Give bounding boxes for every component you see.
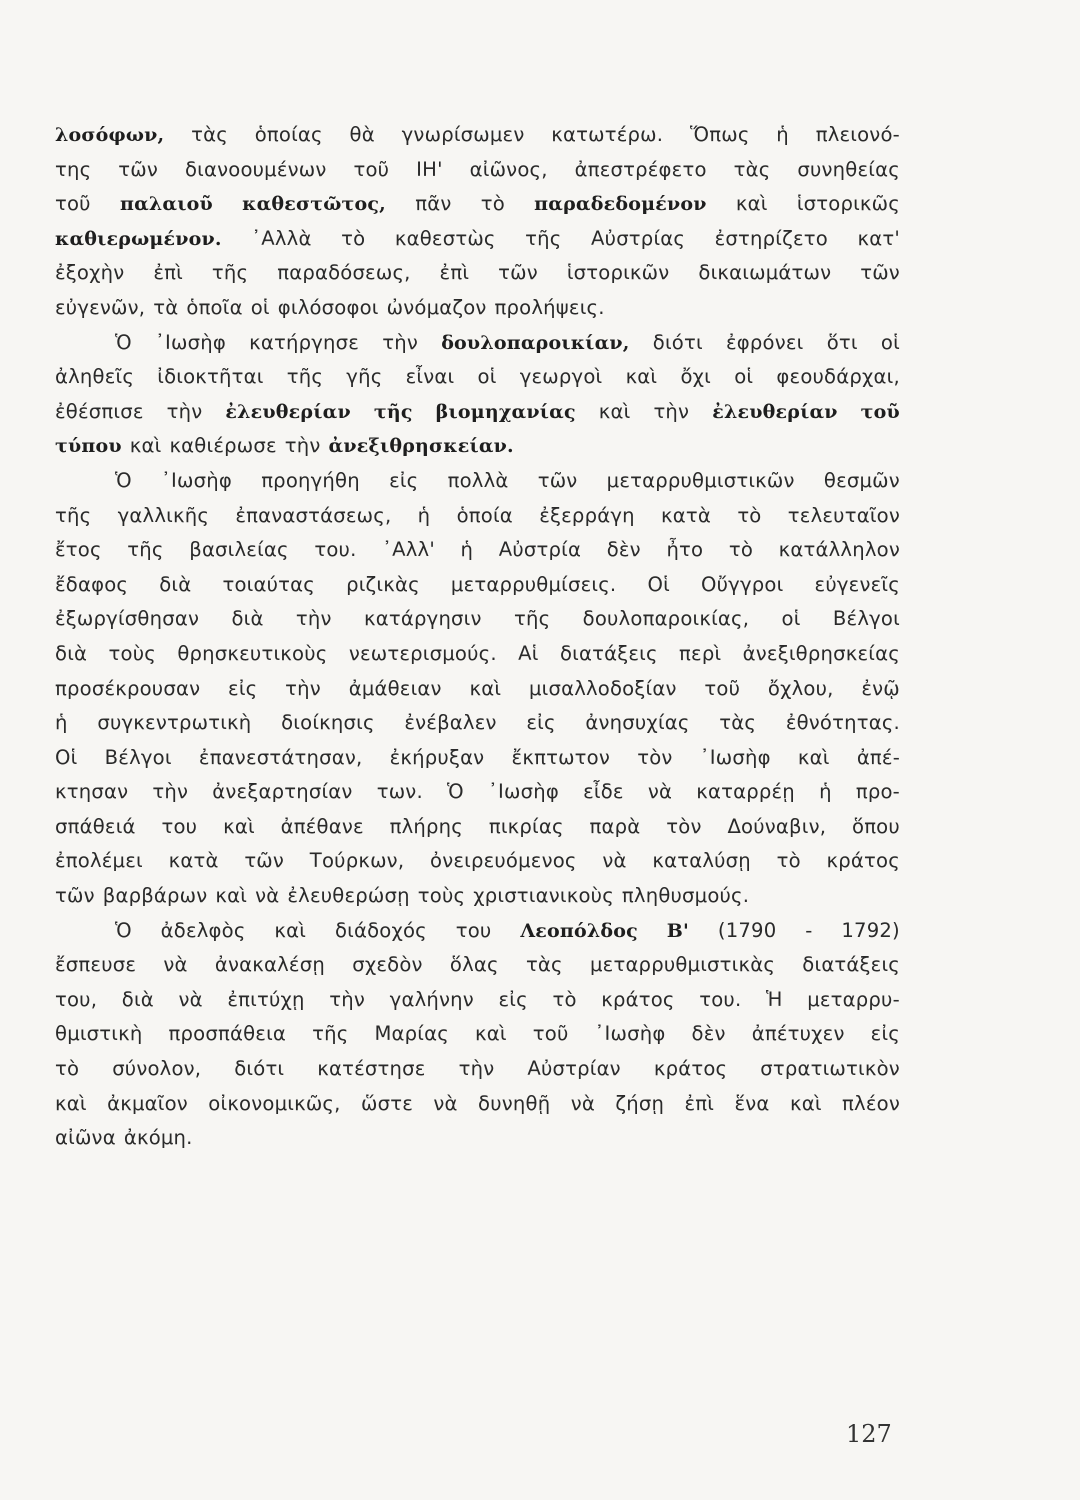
word: ἱστορικῶν: [566, 261, 670, 285]
word: Αὐστρίαν: [527, 1057, 621, 1081]
text-line: [55, 118, 900, 153]
word: οἱ: [734, 365, 754, 389]
word: του.: [699, 987, 742, 1011]
word: ἀμάθειαν: [348, 676, 442, 700]
word: ἀνησυχίας: [585, 711, 690, 735]
word: ἀκμαῖον: [107, 1091, 188, 1115]
word: ἀπέτυχεν: [751, 1022, 845, 1046]
text-line: [55, 256, 900, 291]
word: μεταρρυθμίσεις.: [450, 572, 617, 596]
word: τὸν: [666, 814, 702, 838]
word: εὐγενεῖς: [814, 572, 900, 596]
text-line: [55, 568, 900, 603]
word: του.: [314, 538, 357, 562]
word: κατάργησιν: [364, 607, 482, 631]
word: νεωτερισμούς.: [348, 641, 497, 665]
word: ὥστε: [360, 1091, 413, 1115]
word: καὶ: [469, 676, 502, 700]
word: ἐπολέμει: [55, 849, 143, 873]
word: ᾿Ιωσὴφ: [155, 330, 226, 354]
word: ἐπὶ: [439, 261, 470, 285]
text-line: [55, 222, 900, 257]
word: ἡ: [819, 780, 832, 804]
word: διάδοχός: [334, 918, 427, 942]
word: νὰ: [163, 953, 188, 977]
word: κτησαν: [55, 780, 129, 804]
word: ὀνειρευόμενος: [430, 849, 577, 873]
word: Μαρίας: [374, 1022, 449, 1046]
word: τὴν: [284, 434, 321, 458]
text-line: [55, 672, 900, 707]
word: Οἱ: [55, 745, 78, 769]
word: ἐπιτύχῃ: [227, 987, 305, 1011]
word: τὸ: [480, 192, 505, 216]
word: αἰῶνα: [55, 1126, 116, 1150]
word: καὶ: [215, 884, 248, 908]
word: διοίκησις: [281, 711, 375, 735]
word: συγκεντρωτικὴ: [97, 711, 252, 735]
word: ἰδιοκτῆται: [157, 365, 264, 389]
word: προσέκρουσαν: [55, 676, 201, 700]
word: κράτος: [653, 1057, 728, 1081]
word: τῆς: [286, 365, 324, 389]
word: τῶν: [55, 884, 95, 908]
word: τελευταῖον: [787, 503, 900, 527]
word: γαλήνην: [389, 987, 474, 1011]
word: οἰκονομικῶς,: [208, 1091, 341, 1115]
word: ἐνέβαλεν: [404, 711, 497, 735]
word: ἔτος: [55, 538, 102, 562]
word: διὰ: [55, 641, 88, 665]
word: τῶν: [537, 468, 578, 492]
word: πολλὰ: [447, 468, 509, 492]
text-line: [55, 602, 900, 637]
word: ὅπου: [852, 814, 900, 838]
word: καὶ: [598, 399, 631, 423]
word: οἱ: [250, 295, 270, 319]
word: ἐξοχὴν: [55, 261, 125, 285]
text-line: [55, 1087, 900, 1122]
word: καθιέρωσε: [169, 434, 277, 458]
text-line: [55, 775, 900, 810]
word: πλειονό-: [815, 123, 900, 146]
word: καὶ: [129, 434, 162, 458]
bold-word: παραδεδομένον: [534, 193, 707, 216]
bold-word: καθεστῶτος,: [242, 193, 386, 216]
word: γῆς: [346, 365, 383, 389]
word: συνηθείας: [797, 157, 900, 181]
word: τῶν: [498, 261, 538, 285]
word: ἡ: [776, 123, 789, 146]
word: των.: [376, 780, 423, 804]
word: κατὰ: [661, 503, 712, 527]
word: καὶ: [625, 365, 658, 389]
word: ἕνα: [734, 1091, 770, 1115]
word: τὸ: [737, 503, 762, 527]
word: ἱστορικῶς: [796, 192, 900, 216]
word: καὶ: [223, 814, 255, 838]
word: Βέλγοι: [104, 745, 172, 769]
word: γαλλικῆς: [117, 503, 210, 527]
body-text: [55, 118, 900, 1156]
word: ΙΗ': [416, 157, 443, 181]
word: γεωργοὶ: [519, 365, 603, 389]
word: ὅλας: [449, 953, 499, 977]
word: ἀδελφὸς: [160, 918, 246, 942]
word: ἐθνότητας.: [785, 711, 900, 735]
word: σχεδὸν: [352, 953, 423, 977]
word: ἐπὶ: [684, 1091, 715, 1115]
word: τὰ: [153, 295, 179, 319]
word: τὸ: [776, 849, 801, 873]
word: τὴν: [295, 607, 332, 631]
word: μεταρρυθμιστικῶν: [606, 468, 795, 492]
word: διατάξεις: [802, 953, 900, 977]
word: τοῦ: [532, 1022, 569, 1046]
text-line: [55, 1017, 900, 1052]
word: Βέλγοι: [832, 607, 900, 631]
word: ἡ: [55, 711, 68, 735]
text-line: [55, 844, 900, 879]
word: καταρρέῃ: [696, 780, 795, 804]
word: ὄχλου,: [767, 676, 834, 700]
word: διότι: [652, 330, 703, 354]
word: ἔδαφος: [55, 572, 129, 596]
word: Ὁ: [115, 918, 132, 942]
text-line: [55, 706, 900, 741]
bold-word: Β': [666, 919, 690, 942]
word: τὴν: [382, 330, 419, 354]
word: ἐπαναστάσεως,: [235, 503, 392, 527]
word: εἰς: [870, 1022, 900, 1046]
word: του: [161, 814, 198, 838]
text-line: [55, 879, 900, 914]
word: τῶν: [244, 849, 285, 873]
text-line: [55, 291, 900, 326]
word: ἀνεξιθρησκείας: [742, 641, 900, 665]
bold-word: ἀνεξιθρησκείαν.: [328, 435, 514, 458]
text-line: [55, 914, 900, 949]
word: Ὁ: [115, 468, 132, 492]
word: ἐξωργίσθησαν: [55, 607, 200, 631]
word: δὲν: [606, 538, 641, 562]
bold-word: παλαιοῦ: [119, 193, 213, 216]
word: τὸ: [55, 1057, 80, 1081]
word: Οἱ: [647, 572, 670, 596]
word: ἡ: [417, 503, 431, 527]
bold-word: τύπου: [55, 435, 122, 458]
word: τὴν: [458, 1057, 495, 1081]
word: εὐγενῶν,: [55, 295, 146, 319]
bold-word: βιομηχανίας: [435, 400, 576, 423]
word: τοὺς: [108, 641, 156, 665]
text-line: [55, 499, 900, 534]
word: κράτος: [601, 987, 675, 1011]
word: μεταρρυθμιστικὰς: [589, 953, 776, 977]
word: αἰῶνος,: [469, 157, 548, 181]
word: ᾿Ιωσὴφ: [699, 745, 771, 769]
word: εἰς: [228, 676, 258, 700]
bold-word: Λεοπόλδος: [520, 919, 638, 942]
bold-word: ἐλευθερίαν: [225, 400, 351, 423]
word: κατέστησε: [317, 1057, 426, 1081]
text-line: [55, 1052, 900, 1087]
word: ᾿Αλλὰ: [251, 226, 312, 250]
word: ἡ: [460, 538, 474, 562]
word: προ-: [855, 780, 900, 804]
text-line: [55, 187, 900, 222]
text-line: [55, 429, 900, 464]
word: 1792): [841, 918, 900, 942]
word: κατήργησε: [249, 330, 360, 354]
word: κατ': [857, 226, 900, 250]
word: ἐξερράγη: [539, 503, 635, 527]
word: προλήψεις.: [494, 295, 605, 319]
word: τοὺς: [417, 884, 466, 908]
word: διατάξεις: [559, 641, 658, 665]
word: ἀπέθανε: [280, 814, 364, 838]
word: νὰ: [178, 987, 203, 1011]
word: τὸ: [728, 538, 754, 562]
word: τὸν: [637, 745, 673, 769]
word: της: [55, 157, 92, 181]
word: Δούναβιν,: [727, 814, 827, 838]
word: ἐστηρίζετο: [714, 226, 828, 250]
word: τὰς: [733, 157, 771, 181]
word: τὴν: [166, 399, 203, 423]
word: καθεστὼς: [394, 226, 496, 250]
bold-word: λοσόφων,: [55, 124, 165, 146]
word: καὶ: [55, 1091, 87, 1115]
word: εἰς: [526, 711, 556, 735]
word: τῶν: [118, 157, 159, 181]
word: τὴν: [285, 676, 321, 700]
word: κατωτέρω.: [551, 123, 664, 146]
word: τὴν: [152, 780, 189, 804]
word: τῆς: [127, 538, 164, 562]
word: οἱ: [477, 365, 497, 389]
word: καὶ: [789, 1091, 822, 1115]
word: τοῦ: [704, 676, 741, 700]
word: ζήσῃ: [615, 1091, 665, 1115]
word: του,: [55, 987, 98, 1011]
word: διὰ: [231, 607, 264, 631]
text-line: [55, 395, 900, 430]
word: τῆς: [514, 607, 551, 631]
bold-word: ἐλευθερίαν: [712, 400, 838, 423]
word: θεσμῶν: [823, 468, 900, 492]
word: ἔκπτωτον: [511, 745, 610, 769]
word: οἱ: [880, 330, 900, 354]
word: εἰς: [389, 468, 419, 492]
word: τὸ: [341, 226, 366, 250]
word: ᾿Ιωσὴφ: [161, 468, 232, 492]
word: γνωρίσωμεν: [401, 123, 525, 146]
word: τοῦ: [55, 192, 91, 216]
word: βαρβάρων: [102, 884, 208, 908]
bold-word: δουλοπαροικίαν,: [441, 331, 630, 354]
text-line: [55, 810, 900, 845]
word: πικρίας: [488, 814, 564, 838]
bold-word: τοῦ: [860, 400, 900, 423]
word: τῆς: [55, 503, 92, 527]
word: τὰς: [719, 711, 757, 735]
word: ᾿Αλλ': [382, 538, 435, 562]
word: θρησκευτικοὺς: [177, 641, 328, 665]
word: σύνολον,: [112, 1057, 202, 1081]
word: ἀπέ-: [856, 745, 900, 769]
word: τὴν: [653, 399, 690, 423]
word: πλέον: [842, 1091, 900, 1115]
word: ὁποίας: [254, 123, 323, 146]
word: χριστιανικοὺς: [473, 884, 614, 908]
word: Αὐστρίας: [591, 226, 686, 250]
word: σπάθειά: [55, 814, 136, 838]
word: περὶ: [679, 641, 722, 665]
word: καὶ: [735, 192, 768, 216]
word: ἐπανεστάτησαν,: [198, 745, 363, 769]
text-line: [55, 637, 900, 672]
word: ἐλευθερώσῃ: [287, 884, 410, 908]
word: τοῦ: [353, 157, 390, 181]
word: νὰ: [602, 849, 627, 873]
word: ἀπεστρέφετο: [574, 157, 707, 181]
word: κατάλληλον: [778, 538, 900, 562]
word: ἔσπευσε: [55, 953, 137, 977]
word: εἰς: [498, 987, 528, 1011]
word: προηγήθη: [261, 468, 360, 492]
word: φεουδάρχαι,: [776, 365, 900, 389]
word: δουλοπαροικίας,: [582, 607, 750, 631]
word: δὲν: [691, 1022, 726, 1046]
word: ἀκόμη.: [123, 1126, 193, 1150]
word: καὶ: [475, 1022, 507, 1046]
word: ἐθέσπισε: [55, 399, 144, 423]
word: νὰ: [255, 884, 280, 908]
word: τὸ: [552, 987, 577, 1011]
word: νὰ: [647, 780, 673, 804]
word: βασιλείας: [189, 538, 289, 562]
word: καὶ: [797, 745, 830, 769]
word: ἀληθεῖς: [55, 365, 135, 389]
word: -: [805, 918, 813, 942]
word: (1790: [717, 918, 777, 942]
text-line: [55, 464, 900, 499]
word: κατὰ: [168, 849, 219, 873]
page-number: 127: [846, 1420, 892, 1448]
word: εἶδε: [583, 780, 624, 804]
bold-word: τῆς: [373, 400, 413, 423]
word: μεταρρυ-: [807, 987, 900, 1011]
word: παρὰ: [589, 814, 641, 838]
word: τῆς: [312, 1022, 349, 1046]
word: νὰ: [570, 1091, 595, 1115]
word: του: [455, 918, 492, 942]
word: Οὔγγροι: [701, 572, 784, 596]
word: διὰ: [159, 572, 192, 596]
word: διότι: [234, 1057, 285, 1081]
word: προσπάθεια: [168, 1022, 287, 1046]
word: ᾿Ιωσὴφ: [488, 780, 559, 804]
word: Ὁ: [115, 330, 132, 354]
word: ἐφρόνει: [726, 330, 804, 354]
word: θμιστικὴ: [55, 1022, 143, 1046]
word: δυνηθῇ: [478, 1091, 551, 1115]
text-line: [55, 153, 900, 188]
word: ὁποία: [456, 503, 513, 527]
word: δικαιωμάτων: [698, 261, 832, 285]
word: ὄχι: [680, 365, 711, 389]
word: πᾶν: [415, 192, 452, 216]
word: Ἡ: [766, 987, 783, 1011]
text-line: [55, 983, 900, 1018]
word: νὰ: [433, 1091, 458, 1115]
word: στρατιωτικὸν: [760, 1057, 900, 1081]
text-line: [55, 741, 900, 776]
word: ἦτο: [666, 538, 704, 562]
word: Αὐστρία: [498, 538, 582, 562]
word: ὅτι: [826, 330, 858, 354]
word: κράτος: [826, 849, 900, 873]
word: διὰ: [121, 987, 154, 1011]
text-line: [55, 533, 900, 568]
word: πληθυσμούς.: [621, 884, 750, 908]
word: τὰς: [191, 123, 228, 146]
text-line: [55, 326, 900, 361]
word: τῆς: [525, 226, 562, 250]
word: Τούρκων,: [309, 849, 405, 873]
word: πλήρης: [389, 814, 463, 838]
word: φιλόσοφοι: [277, 295, 379, 319]
word: ὁποῖα: [186, 295, 243, 319]
word: θὰ: [349, 123, 375, 146]
word: μισαλλοδοξίαν: [528, 676, 677, 700]
word: οἱ: [781, 607, 801, 631]
bold-word: καθιερωμένον.: [55, 227, 222, 250]
text-line: [55, 1121, 900, 1156]
word: ὠνόμαζον: [386, 295, 487, 319]
word: ἀνεξαρτησίαν: [212, 780, 353, 804]
word: εἶναι: [405, 365, 455, 389]
word: καὶ: [274, 918, 307, 942]
word: τῶν: [860, 261, 900, 285]
word: ἐπὶ: [153, 261, 183, 285]
word: τοιαύτας: [222, 572, 315, 596]
word: παραδόσεως,: [277, 261, 411, 285]
word: διανοουμένων: [184, 157, 327, 181]
word: Αἱ: [518, 641, 539, 665]
word: Ὅπως: [690, 123, 750, 146]
word: ριζικὰς: [346, 572, 420, 596]
word: καταλύσῃ: [652, 849, 751, 873]
word: τῆς: [211, 261, 249, 285]
word: Ὁ: [447, 780, 464, 804]
text-line: [55, 948, 900, 983]
word: ἀνακαλέσῃ: [214, 953, 325, 977]
word: ἐκήρυξαν: [389, 745, 485, 769]
word: ᾿Ιωσὴφ: [594, 1022, 666, 1046]
text-line: [55, 360, 900, 395]
word: τὰς: [525, 953, 563, 977]
word: ἐνῷ: [861, 676, 900, 700]
word: τὴν: [329, 987, 366, 1011]
